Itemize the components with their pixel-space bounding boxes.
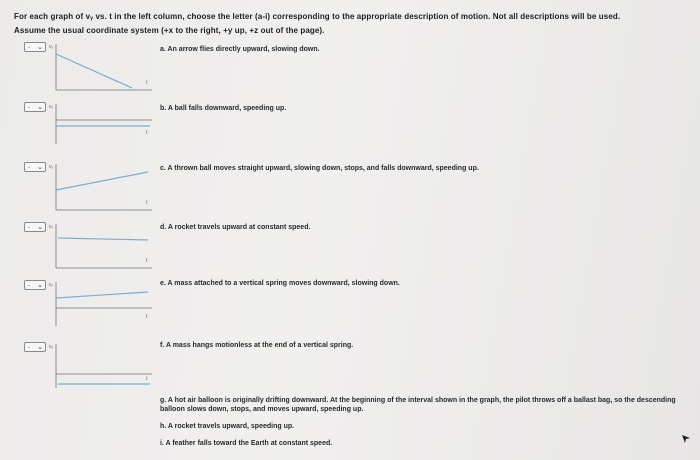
- vy-axis-label: vᵧ: [49, 164, 54, 170]
- graph-line: [56, 172, 148, 190]
- description-e: e. A mass attached to a vertical spring moves downward, slowing down.: [160, 280, 400, 287]
- vy-axis-label: vᵧ: [49, 104, 54, 110]
- instructions-line-2: Assume the usual coordinate system (+x to the right, +y up, +z out of the page).: [14, 26, 325, 35]
- description-g: g. A hot air balloon is originally drifting downward. At the beginning of the interval shown in the graph, the pilot throws off a ballast bag, so the descending balloon slows down, stops, and moves upward, speeding up.: [160, 397, 676, 413]
- answer-select-2[interactable]: - ⌄: [24, 102, 46, 112]
- t-axis-label: t: [146, 376, 148, 382]
- t-axis-label: t: [146, 314, 148, 320]
- vy-axis-label: vᵧ: [49, 282, 54, 288]
- answer-select-3[interactable]: - ⌄: [24, 162, 46, 172]
- graph-line: [56, 292, 148, 298]
- description-c: c. A thrown ball moves straight upward, slowing down, stops, and falls downward, speeding up.: [160, 165, 479, 172]
- vy-vs-t-graph-3: [56, 164, 156, 214]
- chevron-down-icon: ⌄: [37, 104, 43, 111]
- t-axis-label: t: [146, 130, 148, 136]
- t-axis-label: t: [146, 258, 148, 264]
- description-i: i. A feather falls toward the Earth at constant speed.: [160, 440, 333, 447]
- answer-select-1[interactable]: - ⌄: [24, 42, 46, 52]
- chevron-down-icon: ⌄: [37, 282, 43, 289]
- graph-line: [58, 238, 148, 240]
- vy-axis-label: vᵧ: [49, 344, 54, 350]
- answer-select-5[interactable]: - ⌄: [24, 280, 46, 290]
- chevron-down-icon: ⌄: [37, 164, 43, 171]
- t-axis-label: t: [146, 80, 148, 86]
- t-axis-label: t: [146, 200, 148, 206]
- description-f: f. A mass hangs motionless at the end of a vertical spring.: [160, 342, 354, 349]
- vy-vs-t-graph-4: [56, 224, 156, 274]
- chevron-down-icon: ⌄: [37, 44, 43, 51]
- answer-select-4[interactable]: - ⌄: [24, 222, 46, 232]
- instructions-line-1: For each graph of vᵧ vs. t in the left column, choose the letter (a-i) corresponding to the appropriate description of motion. Not all descriptions will be used.: [14, 12, 621, 21]
- description-d: d. A rocket travels upward at constant speed.: [160, 224, 311, 231]
- chevron-down-icon: ⌄: [37, 344, 43, 351]
- vy-axis-label: vᵧ: [49, 44, 54, 50]
- chevron-down-icon: ⌄: [37, 224, 43, 231]
- description-b: b. A ball falls downward, speeding up.: [160, 105, 287, 112]
- vy-vs-t-graph-1: [56, 44, 156, 94]
- vy-axis-label: vᵧ: [49, 224, 54, 230]
- description-h: h. A rocket travels upward, speeding up.: [160, 423, 295, 430]
- mouse-pointer-icon: [681, 434, 691, 444]
- description-a: a. An arrow flies directly upward, slowing down.: [160, 46, 320, 53]
- answer-select-6[interactable]: - ⌄: [24, 342, 46, 352]
- vy-vs-t-graph-6: [56, 344, 156, 394]
- vy-vs-t-graph-5: [56, 282, 156, 332]
- vy-vs-t-graph-2: [56, 104, 156, 154]
- graph-line: [56, 54, 132, 88]
